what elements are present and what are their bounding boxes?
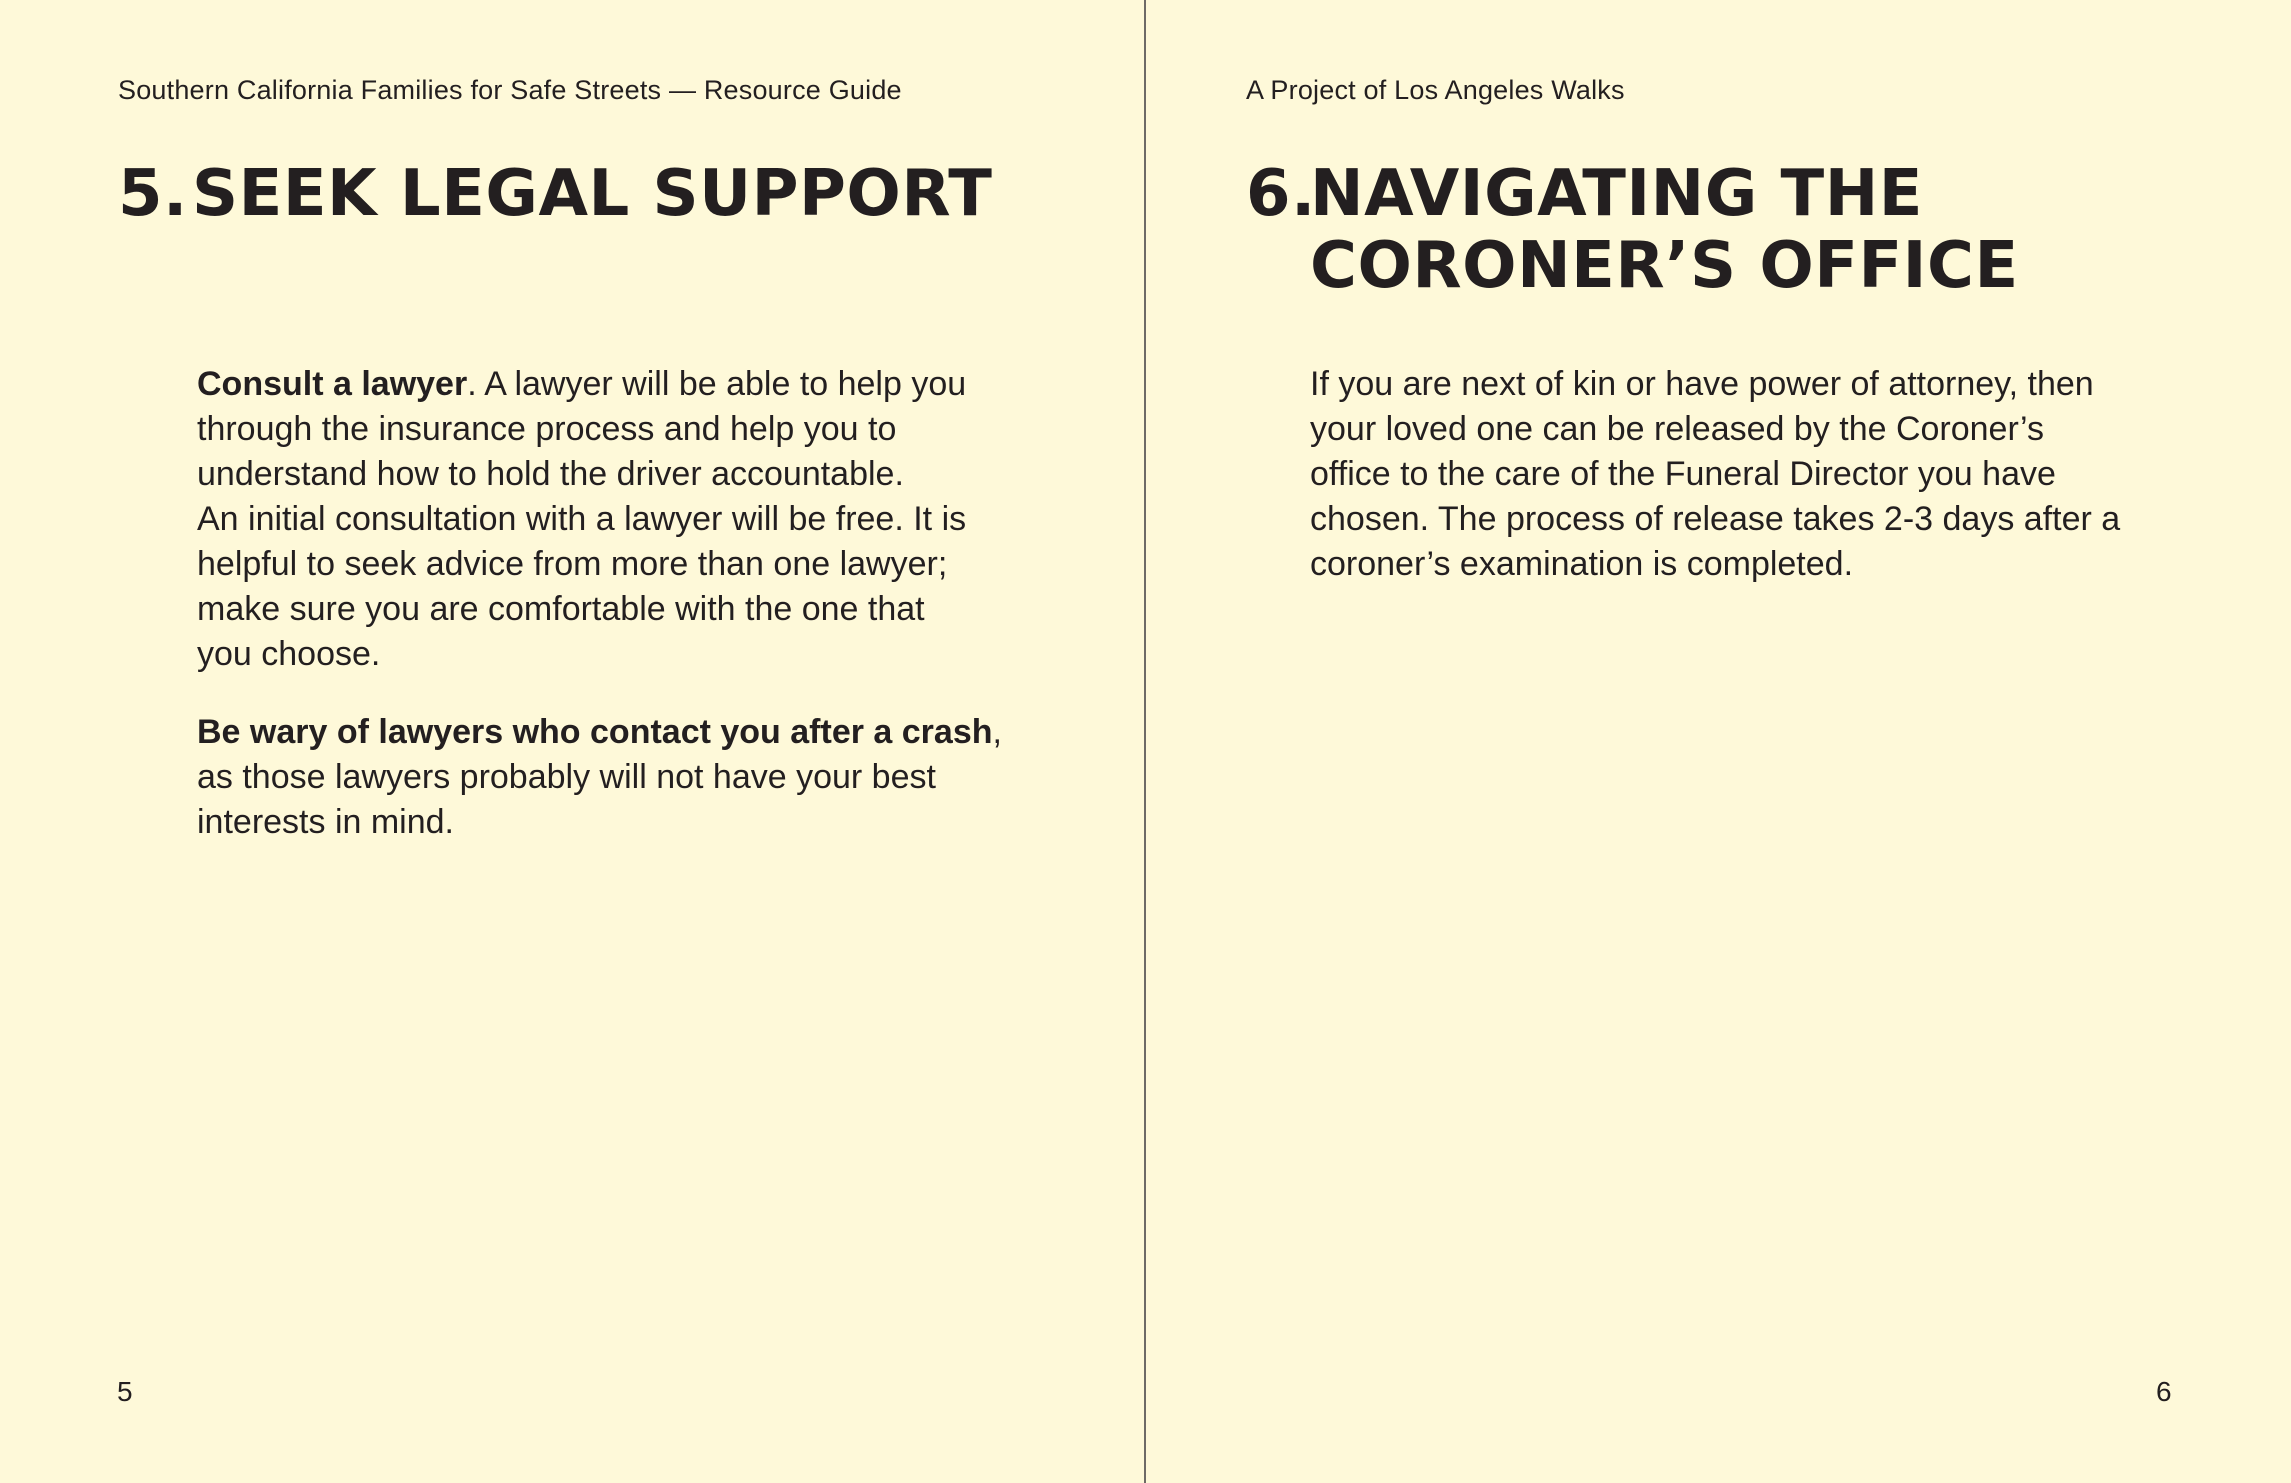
left-page bbox=[0, 0, 1145, 1483]
consult-lawyer-paragraph bbox=[197, 362, 997, 677]
section-6-number: 6. bbox=[1246, 157, 1316, 231]
section-6-title bbox=[1310, 158, 2019, 302]
section-6-title-line: NAVIGATING THE bbox=[1310, 157, 1923, 231]
right-page bbox=[1146, 0, 2291, 1483]
section-5-title-line: SEEK LEGAL SUPPORT bbox=[192, 157, 993, 231]
page-number-right: 6 bbox=[2156, 1376, 2172, 1407]
paragraph-line: you choose. bbox=[197, 635, 381, 673]
section-5-body bbox=[197, 362, 1002, 878]
paragraph-line: chosen. The process of release takes 2-3 days after a bbox=[1310, 500, 2121, 538]
paragraph-line: your loved one can be released by the Coroner’s bbox=[1310, 410, 2044, 448]
paragraph-line: through the insurance process and help you to bbox=[197, 410, 897, 448]
section-5-number: 5. bbox=[118, 157, 188, 231]
running-head-right: A Project of Los Angeles Walks bbox=[1246, 75, 1625, 105]
running-head-left: Southern California Families for Safe Streets — Resource Guide bbox=[118, 75, 902, 105]
paragraph-line: interests in mind. bbox=[197, 803, 454, 841]
paragraph-line bbox=[197, 362, 997, 407]
coroner-release-paragraph bbox=[1310, 362, 2130, 587]
section-6-heading bbox=[1246, 158, 2019, 302]
paragraph-line: make sure you are comfortable with the one that bbox=[197, 590, 925, 628]
page-number-left: 5 bbox=[117, 1376, 133, 1407]
paragraph-line: If you are next of kin or have power of attorney, then bbox=[1310, 365, 2094, 403]
section-5-heading bbox=[118, 158, 992, 230]
paragraph-line: office to the care of the Funeral Director you have bbox=[1310, 455, 2056, 493]
paragraph-line: as those lawyers probably will not have your best bbox=[197, 758, 936, 796]
section-6-body bbox=[1310, 362, 2130, 620]
paragraph-line: helpful to seek advice from more than one lawyer; bbox=[197, 545, 948, 583]
section-6-title-line: CORONER’S OFFICE bbox=[1310, 229, 2019, 303]
wary-of-lawyers-paragraph bbox=[197, 710, 1002, 845]
paragraph-line: coroner’s examination is completed. bbox=[1310, 545, 1854, 583]
consult-lawyer-lead: Consult a lawyer bbox=[197, 365, 468, 403]
section-5-title bbox=[192, 158, 992, 230]
paragraph-line: understand how to hold the driver accountable. bbox=[197, 455, 904, 493]
paragraph-text: , bbox=[992, 713, 1002, 751]
wary-of-lawyers-lead: Be wary of lawyers who contact you after a crash bbox=[197, 713, 993, 751]
paragraph-text: . A lawyer will be able to help you bbox=[467, 365, 967, 403]
paragraph-line: An initial consultation with a lawyer will be free. It is bbox=[197, 500, 967, 538]
paragraph-line bbox=[197, 710, 1002, 755]
